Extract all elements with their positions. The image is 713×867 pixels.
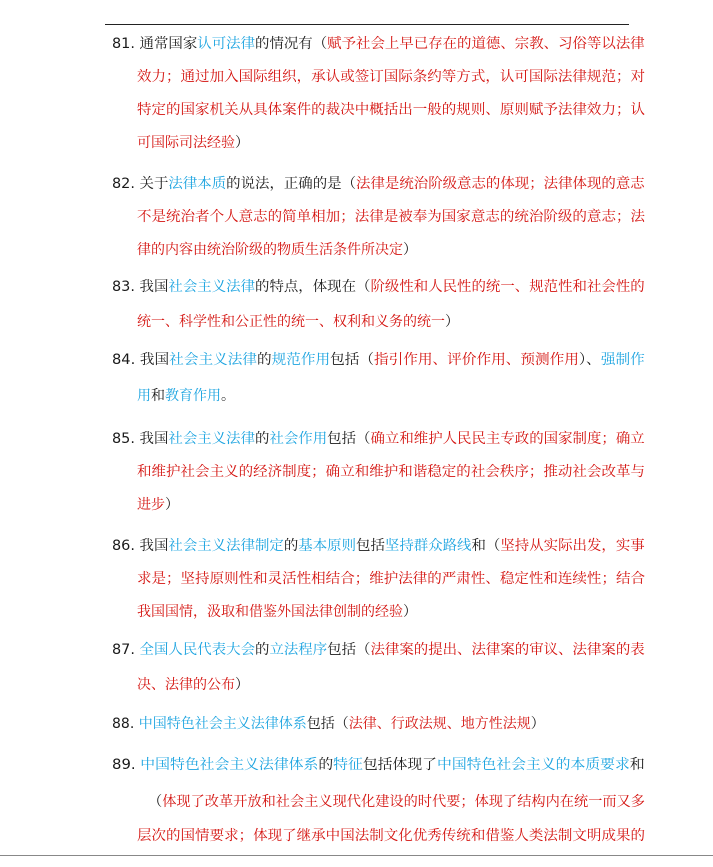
answer-text: 法律案的提出、法律案的审议、法律案的表 <box>370 642 645 658</box>
answer-text: 赋予社会上早已存在的道德、宗教、习俗等以法律 <box>327 36 645 52</box>
question-text: （ <box>148 794 163 810</box>
question-text: 84. 我国 <box>112 352 170 368</box>
question-text: 包括体现了 <box>362 757 437 773</box>
highlighted-term: 特征 <box>333 757 363 773</box>
answer-text: 指引作用、评价作用、预测作用 <box>374 352 579 368</box>
question-text: 88. <box>112 716 139 732</box>
item-first-line <box>112 714 545 734</box>
item-continuation-line <box>137 675 249 695</box>
highlighted-term: 强制作 <box>600 352 645 368</box>
question-text: 83. 我国 <box>112 279 169 295</box>
question-text: 的 <box>255 431 270 447</box>
question-text: 包括（ <box>327 431 371 447</box>
highlighted-term: 中国特色社会主义的本质要求 <box>436 757 630 773</box>
question-text: 包括（ <box>330 352 375 368</box>
answer-text: 我国国情，汲取和借鉴外国法律创制的经验 <box>137 604 403 620</box>
question-text: 的特点，体现在（ <box>255 279 371 295</box>
item-first-line <box>112 34 645 54</box>
highlighted-term: 基本原则 <box>298 538 357 554</box>
item-continuation-line <box>137 462 645 482</box>
highlighted-term: 教育作用 <box>165 388 221 404</box>
answer-text: 求是；坚持原则性和灵活性相结合；维护法律的严肃性、稳定性和连续性；结合 <box>137 571 645 587</box>
question-text: 的 <box>283 538 299 554</box>
highlighted-term: 规范作用 <box>271 352 331 368</box>
question-text: 和（ <box>471 538 501 554</box>
question-text: 包括（ <box>306 716 349 732</box>
highlighted-term: 立法程序 <box>269 642 328 658</box>
highlighted-term: 中国特色社会主义法律体系 <box>138 716 307 732</box>
question-text: 包括 <box>356 538 385 554</box>
item-continuation-line <box>137 386 235 406</box>
item-first-line <box>112 640 645 660</box>
item-continuation-line <box>148 792 645 812</box>
item-continuation-line <box>137 133 249 153</box>
item-continuation-line <box>137 569 645 589</box>
answer-text: 进步 <box>137 497 165 513</box>
question-text: ）、 <box>578 352 601 368</box>
answer-text: 律的内容由统治阶级的物质生活条件所决定 <box>137 242 403 258</box>
highlighted-term: 社会主义法律制定 <box>168 538 284 554</box>
question-text: 85. 我国 <box>112 431 169 447</box>
item-first-line <box>112 277 645 297</box>
item-first-line <box>112 429 645 449</box>
highlighted-term: 法律本质 <box>168 176 227 192</box>
highlighted-term: 社会主义法律 <box>169 352 257 368</box>
top-rule <box>105 24 629 25</box>
answer-text: 确立和维护人民民主专政的国家制度；确立 <box>370 431 645 447</box>
highlighted-term: 社会主义法律 <box>168 279 256 295</box>
question-text: 82. 关于 <box>112 176 169 192</box>
question-text: 81. 通常国家 <box>112 36 198 52</box>
item-continuation-line <box>137 495 179 515</box>
item-first-line <box>112 350 645 370</box>
item-continuation-line <box>137 67 645 87</box>
answer-text: 统一、科学性和公正性的统一、权利和义务的统一 <box>137 314 445 330</box>
answer-text: 体现了改革开放和社会主义现代化建设的时代要；体现了结构内在统一而又多 <box>162 794 646 810</box>
highlighted-term: 中国特色社会主义法律体系 <box>140 757 319 773</box>
answer-text: 效力；通过加入国际组织，承认或签订国际条约等方式，认可国际法律规范；对 <box>137 69 645 85</box>
answer-text: 和维护社会主义的经济制度；确立和维护和谐稳定的社会秩序；推动社会改革与 <box>137 464 645 480</box>
answer-text: 决、法律的公布 <box>137 677 235 693</box>
answer-text: 特定的国家机关从具体案件的裁决中概括出一般的规则、原则赋予法律效力；认 <box>137 102 645 118</box>
question-text: 的 <box>255 642 270 658</box>
question-text: ） <box>403 242 417 258</box>
answer-text: 法律、行政法规、地方性法规 <box>348 716 531 732</box>
answer-text: 不是统治者个人意志的简单相加；法律是被奉为国家意志的统治阶级的意志；法 <box>137 209 645 225</box>
question-text: 的情况有（ <box>255 36 328 52</box>
item-continuation-line <box>137 602 417 622</box>
item-continuation-line <box>137 100 645 120</box>
item-first-line <box>112 174 645 194</box>
question-text: 的 <box>318 757 334 773</box>
question-text: 89. <box>112 757 141 773</box>
highlighted-term: 社会主义法律 <box>168 431 256 447</box>
question-text: 87. <box>112 642 140 658</box>
highlighted-term: 认可法律 <box>197 36 256 52</box>
question-text: ） <box>530 716 545 732</box>
question-text: 的 <box>256 352 272 368</box>
question-text: 和 <box>151 388 165 404</box>
highlighted-term: 社会作用 <box>269 431 328 447</box>
question-text: ） <box>403 604 417 620</box>
question-text: 。 <box>221 388 235 404</box>
question-text: 的说法，正确的是（ <box>226 176 357 192</box>
item-continuation-line <box>137 826 645 846</box>
highlighted-term: 用 <box>137 388 151 404</box>
question-text: 包括（ <box>327 642 371 658</box>
item-continuation-line <box>137 207 645 227</box>
answer-text: 阶级性和人民性的统一、规范性和社会性的 <box>370 279 645 295</box>
question-text: 86. 我国 <box>112 538 169 554</box>
item-first-line <box>112 755 645 775</box>
item-first-line <box>112 536 645 556</box>
question-text: 和 <box>629 757 645 773</box>
answer-text: 层次的国情要求；体现了继承中国法制文化优秀传统和借鉴人类法制文明成果的 <box>137 828 645 844</box>
highlighted-term: 全国人民代表大会 <box>139 642 256 658</box>
question-text: ） <box>445 314 459 330</box>
bottom-rule <box>0 855 713 856</box>
answer-text: 法律是统治阶级意志的体现；法律体现的意志 <box>356 176 645 192</box>
highlighted-term: 坚持群众路线 <box>384 538 472 554</box>
question-text: ） <box>165 497 179 513</box>
question-text: ） <box>235 135 249 151</box>
question-text: ） <box>235 677 249 693</box>
answer-text: 可国际司法经验 <box>137 135 235 151</box>
answer-text: 坚持从实际出发，实事 <box>500 538 645 554</box>
item-continuation-line <box>137 240 417 260</box>
item-continuation-line <box>137 312 459 332</box>
